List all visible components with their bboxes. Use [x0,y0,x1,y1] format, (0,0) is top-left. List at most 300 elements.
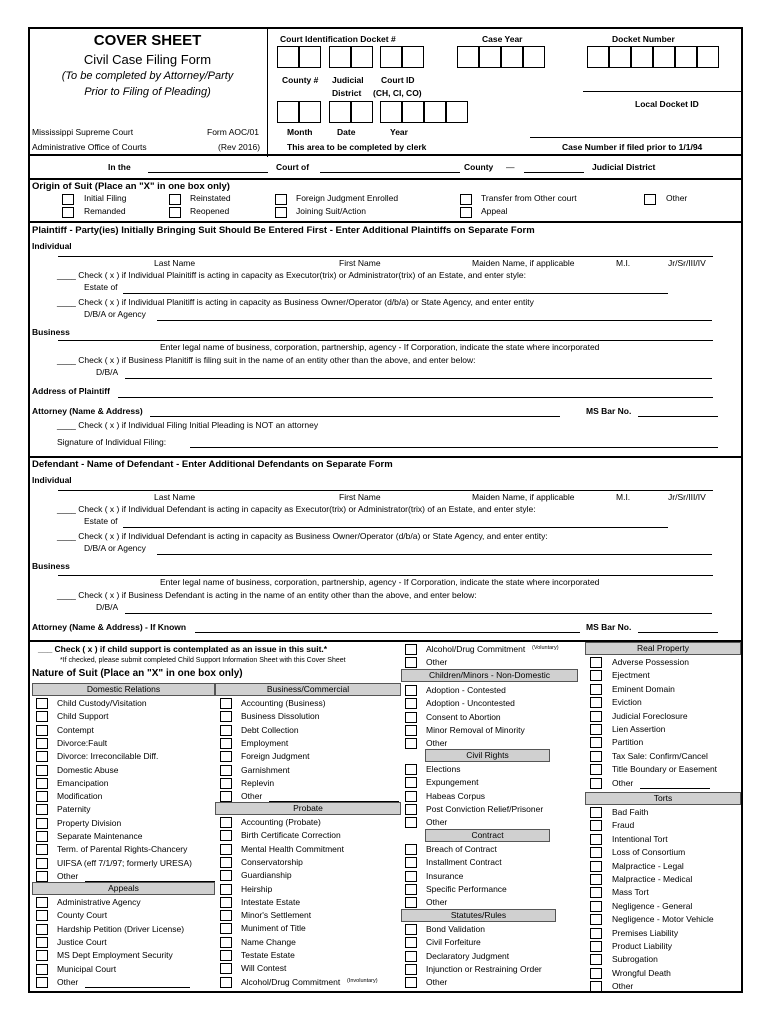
nature-item-ejectment: Ejectment [612,670,650,681]
hardship-petition-driver-license-checkbox[interactable] [36,924,48,935]
declaratory-judgment-checkbox[interactable] [405,951,417,962]
nature-item-eminent-domain: Eminent Domain [612,683,675,694]
nature-item-loss-of-consortium: Loss of Consortium [612,847,686,858]
employment-checkbox[interactable] [220,738,232,749]
foreign-judgment-checkbox[interactable] [220,751,232,762]
replevin-checkbox[interactable] [220,778,232,789]
month-digit-2[interactable] [299,101,321,123]
nature-item-tax-sale-confirm-cancel: Tax Sale: Confirm/Cancel [612,750,708,761]
domestic-abuse-checkbox[interactable] [36,765,48,776]
nature-item-wrongful-death: Wrongful Death [612,967,671,978]
docket-digit-1[interactable] [587,46,609,68]
plaintiff-first-name-label: First Name [339,258,381,268]
other-checkbox[interactable] [590,981,602,992]
ms-dept-employment-security-checkbox[interactable] [36,950,48,961]
filing-year-digit-3[interactable] [424,101,446,123]
civil-forfeiture-checkbox[interactable] [405,937,417,948]
specific-performance-checkbox[interactable] [405,884,417,895]
nature-item-premises-liability: Premises Liability [612,927,679,938]
origin-foreign-judgment: Foreign Judgment Enrolled [296,193,399,203]
nature-item-other: Other [241,791,263,802]
habeas-corpus-checkbox[interactable] [405,791,417,802]
nature-item-alcohol-drug-commitment: Alcohol/Drug Commitment [426,644,526,654]
plaintiff-address-label: Address of Plaintiff [32,386,110,396]
nature-item-conservatorship: Conservatorship [241,856,303,867]
nature-item-other: Other [426,977,448,988]
filing-year-digit-1[interactable] [380,101,402,123]
other-checkbox[interactable] [36,871,48,882]
contempt-checkbox[interactable] [36,725,48,736]
malpractice-legal-checkbox[interactable] [590,861,602,872]
ms-supreme-court: Mississippi Supreme Court [32,127,134,137]
breach-of-contract-checkbox[interactable] [405,844,417,855]
conservatorship-checkbox[interactable] [220,857,232,868]
statutes-rules-header: Statutes/Rules [401,909,556,922]
plaintiff-mi-label: M.I. [616,258,631,268]
judicial-foreclosure-checkbox[interactable] [590,711,602,722]
defendant-maiden-label: Maiden Name, if applicable [472,492,575,502]
nature-item-minor-removal-of-minority: Minor Removal of Minority [426,724,525,735]
docket-number-label: Docket Number [612,34,675,44]
alcohol-drug-commitment-checkbox[interactable] [220,977,232,988]
defendant-business-line[interactable] [58,575,713,576]
expungement-checkbox[interactable] [405,777,417,788]
origin-initial-filing: Initial Filing [84,193,127,203]
product-liability-checkbox[interactable] [590,941,602,952]
court-id-label: Court Identification Docket # [280,34,396,44]
nature-item-foreign-judgment: Foreign Judgment [241,751,310,762]
nature-item-municipal-court: Municipal Court [57,963,117,974]
origin-other: Other [666,193,688,203]
plaintiff-estate-line[interactable] [123,293,668,294]
elections-checkbox[interactable] [405,764,417,775]
other-checkbox[interactable] [590,778,602,789]
form-note-2: Prior to Filing of Pleading) [84,86,211,98]
county-digit-2[interactable] [299,46,321,68]
other-checkbox[interactable] [405,738,417,749]
reinstated-checkbox[interactable] [169,194,181,205]
nature-item-adverse-possession: Adverse Possession [612,657,690,667]
other-specify-line[interactable] [85,881,215,882]
alcohol-drug-commitment-checkbox[interactable] [405,644,417,655]
intestate-estate-checkbox[interactable] [220,897,232,908]
real-property-header: Real Property [585,642,741,655]
plaintiff-executor-check[interactable]: ____ Check ( x ) if Individual Plainitiff is acting in capacity as Executor(trix) or Administrator(trix) of an Estate, and enter style: [57,270,526,280]
nature-item-other: Other [612,981,634,992]
year-digit-3[interactable] [501,46,523,68]
nature-item-expungement: Expungement [426,777,479,788]
nature-item-divorce-irreconcilable-diff: Divorce: Irreconcilable Diff. [57,751,159,762]
nature-item-testate-estate: Testate Estate [241,950,295,960]
court-id-label-1: Court ID [381,75,415,85]
nature-item-alcohol-drug-commitment: Alcohol/Drug Commitment [241,976,341,987]
defendant-dba-agency-line[interactable] [157,554,712,555]
nature-item-partition: Partition [612,737,644,748]
court-id-digit-2[interactable] [402,46,424,68]
plaintiff-msbar-line[interactable] [638,416,718,417]
partition-checkbox[interactable] [590,737,602,748]
nature-item-malpractice-medical: Malpractice - Medical [612,874,693,884]
nature-item-business-dissolution: Business Dissolution [241,711,320,722]
plaintiff-individual-label: Individual [32,241,72,251]
date-digit-1[interactable] [329,101,351,123]
nature-item-mass-tort: Mass Tort [612,887,649,898]
nature-item-minor-s-settlement: Minor's Settlement [241,910,312,921]
nature-item-installment-contract: Installment Contract [426,857,502,868]
year-digit-1[interactable] [457,46,479,68]
premises-liability-checkbox[interactable] [590,928,602,939]
origin-reinstated: Reinstated [190,193,231,203]
plaintiff-dba-agency-label: D/B/A or Agency [84,309,146,319]
nature-item-modification: Modification [57,791,103,802]
plaintiff-msbar-label: MS Bar No. [586,406,632,416]
fraud-checkbox[interactable] [590,820,602,831]
divorce-fault-checkbox[interactable] [36,738,48,749]
judicial-district-label: Judicial District [592,162,656,172]
filing-year-digit-2[interactable] [402,101,424,123]
filing-year-digit-4[interactable] [446,101,468,123]
initial-filing-checkbox[interactable] [62,194,74,205]
court-id-digit-1[interactable] [380,46,402,68]
other-specify-line[interactable] [85,987,190,988]
defendant-mi-label: M.I. [616,492,631,502]
nature-item-accounting-business: Accounting (Business) [241,698,326,708]
defendant-estate-label: Estate of [84,516,118,526]
appeals-header: Appeals [32,882,215,895]
court-of-line[interactable] [320,172,460,173]
separate-maintenance-checkbox[interactable] [36,831,48,842]
other-checkbox[interactable] [220,791,232,802]
plaintiff-attorney-line[interactable] [150,416,560,417]
defendant-title: Defendant - Name of Defendant - Enter Additional Defendants on Separate Form [32,459,393,470]
garnishment-checkbox[interactable] [220,765,232,776]
nature-item-negligence-general: Negligence - General [612,900,693,911]
child-support-note: *If checked, please submit completed Child Support Information Sheet with this Cover Sheet [60,657,346,664]
transfer-checkbox[interactable] [460,194,472,205]
nature-item-consent-to-abortion: Consent to Abortion [426,711,501,722]
origin-other-checkbox[interactable] [644,194,656,205]
malpractice-medical-checkbox[interactable] [590,874,602,885]
minor-s-settlement-checkbox[interactable] [220,910,232,921]
nature-item-breach-of-contract: Breach of Contract [426,844,497,854]
child-custody-visitation-checkbox[interactable] [36,698,48,709]
district-line[interactable] [524,172,584,173]
form-number: Form AOC/01 [207,127,259,137]
heirship-checkbox[interactable] [220,884,232,895]
in-the-label: In the [108,162,131,172]
nature-item-declaratory-judgment: Declaratory Judgment [426,950,510,961]
nature-item-fraud: Fraud [612,820,635,831]
nature-item-hardship-petition-driver-license: Hardship Petition (Driver License) [57,923,185,934]
emancipation-checkbox[interactable] [36,778,48,789]
judicial-label-1: Judicial [332,75,364,85]
case-number-label: Case Number if filed prior to 1/1/94 [562,142,703,152]
justice-court-checkbox[interactable] [36,937,48,948]
court-type-line[interactable] [148,172,268,173]
plaintiff-not-attorney-check[interactable]: ____ Check ( x ) if Individual Filing Initial Pleading is NOT an attorney [57,420,319,430]
admin-office: Administrative Office of Courts [32,142,147,152]
nature-item-county-court: County Court [57,910,108,921]
docket-digit-3[interactable] [631,46,653,68]
nature-title: Nature of Suit (Place an "X" in one box only) [32,668,243,679]
will-contest-checkbox[interactable] [220,963,232,974]
nature-item-uifsa-eff-7-1-97-formerly-uresa: UIFSA (eff 7/1/97; formerly URESA) [57,857,192,868]
nature-item-birth-certificate-correction: Birth Certificate Correction [241,830,341,841]
subrogation-checkbox[interactable] [590,954,602,965]
nature-item-child-support: Child Support [57,711,109,722]
defendant-attorney-line[interactable] [195,632,580,633]
appeal-checkbox[interactable] [460,207,472,218]
other-checkbox[interactable] [405,657,417,668]
insurance-checkbox[interactable] [405,871,417,882]
nature-item-subrogation: Subrogation [612,954,658,965]
other-specify-line[interactable] [269,801,399,802]
plaintiff-dba-check[interactable]: ____ Check ( x ) if Individual Planitiff is acting in capacity as Business Owner/Operator (d/b/a) or State Agency, and enter entity [57,297,534,307]
uifsa-eff-7-1-97-formerly-uresa-checkbox[interactable] [36,858,48,869]
nature-item-heirship: Heirship [241,883,273,894]
county-no-label: County # [282,75,319,85]
docket-digit-4[interactable] [653,46,675,68]
signature-line[interactable] [190,447,718,448]
nature-item-administrative-agency: Administrative Agency [57,897,141,907]
nature-item-other: Other [57,976,79,987]
consent-to-abortion-checkbox[interactable] [405,712,417,723]
adverse-possession-checkbox[interactable] [590,657,602,668]
plaintiff-business-line[interactable] [58,340,713,341]
lien-assertion-checkbox[interactable] [590,724,602,735]
municipal-court-checkbox[interactable] [36,964,48,975]
nature-item-term-of-parental-rights-chancery: Term. of Parental Rights-Chancery [57,844,188,855]
voluntary-note: (Voluntary) [532,645,559,651]
other-checkbox[interactable] [36,977,48,988]
nature-item-garnishment: Garnishment [241,764,290,775]
domestic-relations-header: Domestic Relations [32,683,215,696]
debt-collection-checkbox[interactable] [220,725,232,736]
defendant-first-name-label: First Name [339,492,381,502]
date-label: Date [337,127,356,137]
court-of-label: Court of [276,162,310,172]
nature-item-eviction: Eviction [612,697,642,708]
plaintiff-dba-line[interactable] [125,378,712,379]
mental-health-commitment-checkbox[interactable] [220,844,232,855]
plaintiff-dba-agency-line[interactable] [157,320,712,321]
defendant-name-line[interactable] [58,490,713,491]
defendant-executor-check[interactable]: ____ Check ( x ) if Individual Defendant is acting in capacity as Executor(trix) or Administrator(trix) of an Estate, and enter style: [57,504,536,514]
bond-validation-checkbox[interactable] [405,924,417,935]
plaintiff-suffix-label: Jr/Sr/III/IV [668,258,706,268]
nature-item-other: Other [426,817,448,828]
plaintiff-name-line[interactable] [58,256,713,257]
injunction-or-restraining-order-checkbox[interactable] [405,964,417,975]
defendant-msbar-line[interactable] [638,632,718,633]
other-specify-line[interactable] [640,788,710,789]
business-dissolution-checkbox[interactable] [220,711,232,722]
docket-digit-5[interactable] [675,46,697,68]
origin-transfer: Transfer from Other court [481,193,577,203]
nature-item-justice-court: Justice Court [57,936,107,947]
plaintiff-address-line[interactable] [118,397,713,398]
nature-item-property-division: Property Division [57,817,122,828]
involuntary-note: (Involuntary) [347,978,378,984]
nature-item-elections: Elections [426,764,461,774]
defendant-business-label: Business [32,561,70,571]
plaintiff-title: Plaintiff - Party(ies) Initially Bringing Suit Should Be Entered First - Enter Additional Plaintiffs on Separate Form [32,225,535,236]
title-boundary-or-easement-checkbox[interactable] [590,764,602,775]
dash: — [506,162,515,172]
loss-of-consortium-checkbox[interactable] [590,847,602,858]
accounting-probate-checkbox[interactable] [220,817,232,828]
negligence-general-checkbox[interactable] [590,901,602,912]
eminent-domain-checkbox[interactable] [590,684,602,695]
mass-tort-checkbox[interactable] [590,887,602,898]
other-checkbox[interactable] [405,977,417,988]
plaintiff-attorney-label: Attorney (Name & Address) [32,406,143,416]
defendant-dba-line[interactable] [125,613,712,614]
muniment-of-title-checkbox[interactable] [220,923,232,934]
form-subtitle: Civil Case Filing Form [83,52,212,67]
nature-item-bond-validation: Bond Validation [426,924,485,934]
nature-item-product-liability: Product Liability [612,941,673,951]
plaintiff-estate-label: Estate of [84,282,118,292]
torts-header: Torts [585,792,741,805]
plaintiff-last-name-label: Last Name [154,258,196,268]
nature-item-adoption-uncontested: Adoption - Uncontested [426,698,515,709]
docket-digit-2[interactable] [609,46,631,68]
tax-sale-confirm-cancel-checkbox[interactable] [590,751,602,762]
defendant-attorney-label: Attorney (Name & Address) - If Known [32,622,187,632]
minor-removal-of-minority-checkbox[interactable] [405,725,417,736]
adoption-contested-checkbox[interactable] [405,685,417,696]
nature-item-adoption-contested: Adoption - Contested [426,685,506,695]
business-commercial-header: Business/Commercial [215,683,401,696]
nature-item-debt-collection: Debt Collection [241,724,299,735]
defendant-dba-label: D/B/A [96,602,119,612]
nature-item-emancipation: Emancipation [57,777,109,788]
nature-item-replevin: Replevin [241,777,275,788]
testate-estate-checkbox[interactable] [220,950,232,961]
other-specify-line[interactable] [640,991,732,992]
year-digit-4[interactable] [523,46,545,68]
district-digit-2[interactable] [351,46,373,68]
nature-item-accounting-probate: Accounting (Probate) [241,817,321,827]
administrative-agency-checkbox[interactable] [36,897,48,908]
reopened-checkbox[interactable] [169,207,181,218]
nature-item-injunction-or-restraining-order: Injunction or Restraining Order [426,963,542,974]
civil-rights-header: Civil Rights [425,749,550,762]
case-year-label: Case Year [482,34,523,44]
defendant-last-name-label: Last Name [154,492,196,502]
child-support-checkbox[interactable] [36,711,48,722]
eviction-checkbox[interactable] [590,697,602,708]
court-id-label-2: (CH, CI, CO) [373,88,422,98]
district-digit-1[interactable] [329,46,351,68]
defendant-dba-check[interactable]: ____ Check ( x ) if Individual Defendant is acting in capacity as Business Owner/Operator (d/b/a) or State Agency, and enter entity: [57,531,548,541]
origin-remanded: Remanded [84,206,126,216]
post-conviction-relief-prisoner-checkbox[interactable] [405,804,417,815]
nature-item-name-change: Name Change [241,936,296,947]
remanded-checkbox[interactable] [62,207,74,218]
wrongful-death-checkbox[interactable] [590,968,602,979]
form-title: COVER SHEET [93,32,202,49]
nature-item-judicial-foreclosure: Judicial Foreclosure [612,710,688,721]
county-digit-1[interactable] [277,46,299,68]
origin-appeal: Appeal [481,206,508,216]
nature-item-intestate-estate: Intestate Estate [241,896,301,907]
nature-item-habeas-corpus: Habeas Corpus [426,790,486,801]
intentional-tort-checkbox[interactable] [590,834,602,845]
plaintiff-legal-name-note: Enter legal name of business, corporation, partnership, agency - If Corporation, indicate the state where incorporated [160,342,600,352]
nature-item-civil-forfeiture: Civil Forfeiture [426,937,481,948]
property-division-checkbox[interactable] [36,818,48,829]
form-rev: (Rev 2016) [218,142,261,152]
ejectment-checkbox[interactable] [590,670,602,681]
form-note-1: (To be completed by Attorney/Party [61,70,234,82]
installment-contract-checkbox[interactable] [405,857,417,868]
foreign-judgment-checkbox[interactable] [275,194,287,205]
nature-item-guardianship: Guardianship [241,870,292,881]
plaintiff-entity-check[interactable]: ____ Check ( x ) if Business Planitiff is filing suit in the name of an entity other than the above, and enter below: [57,355,476,365]
nature-item-specific-performance: Specific Performance [426,883,507,894]
nature-item-bad-faith: Bad Faith [612,807,649,817]
nature-item-title-boundary-or-easement: Title Boundary or Easement [612,764,718,775]
nature-item-lien-assertion: Lien Assertion [612,724,666,734]
accounting-business-checkbox[interactable] [220,698,232,709]
bad-faith-checkbox[interactable] [590,807,602,818]
docket-digit-6[interactable] [697,46,719,68]
adoption-uncontested-checkbox[interactable] [405,698,417,709]
child-support-check[interactable]: ___ Check ( x ) if child support is contemplated as an issue in this suit.* [38,644,328,654]
birth-certificate-correction-checkbox[interactable] [220,830,232,841]
defendant-legal-name-note: Enter legal name of business, corporation, partnership, agency - If Corporation, indicate the state where incorporated [160,577,600,587]
county-court-checkbox[interactable] [36,910,48,921]
negligence-motor-vehicle-checkbox[interactable] [590,914,602,925]
nature-item-other: Other [426,657,448,667]
contract-header: Contract [425,829,550,842]
nature-item-negligence-motor-vehicle: Negligence - Motor Vehicle [612,914,714,925]
cover-sheet-form [28,27,743,993]
term-of-parental-rights-chancery-checkbox[interactable] [36,844,48,855]
defendant-individual-label: Individual [32,475,72,485]
children-minors-header: Children/Minors - Non-Domestic [401,669,578,682]
nature-item-paternity: Paternity [57,804,91,815]
plaintiff-business-label: Business [32,327,70,337]
paternity-checkbox[interactable] [36,804,48,815]
nature-item-other: Other [426,897,448,908]
origin-reopened: Reopened [190,206,230,216]
modification-checkbox[interactable] [36,791,48,802]
other-checkbox[interactable] [405,817,417,828]
guardianship-checkbox[interactable] [220,870,232,881]
date-digit-2[interactable] [351,101,373,123]
signature-label: Signature of Individual Filing: [57,437,167,447]
divorce-irreconcilable-diff-checkbox[interactable] [36,751,48,762]
nature-item-intentional-tort: Intentional Tort [612,833,668,844]
name-change-checkbox[interactable] [220,937,232,948]
local-docket-label: Local Docket ID [635,99,699,109]
nature-item-insurance: Insurance [426,870,464,881]
year-digit-2[interactable] [479,46,501,68]
nature-item-will-contest: Will Contest [241,963,287,974]
nature-item-ms-dept-employment-security: MS Dept Employment Security [57,950,173,961]
nature-item-domestic-abuse: Domestic Abuse [57,764,119,775]
defendant-entity-check[interactable]: ____ Check ( x ) if Business Defendant is acting in the name of an entity other than the above, and enter below: [57,590,477,600]
probate-header: Probate [215,802,401,815]
defendant-estate-line[interactable] [123,527,668,528]
joining-suit-checkbox[interactable] [275,207,287,218]
plaintiff-dba-label: D/B/A [96,367,119,377]
month-digit-1[interactable] [277,101,299,123]
other-checkbox[interactable] [405,897,417,908]
